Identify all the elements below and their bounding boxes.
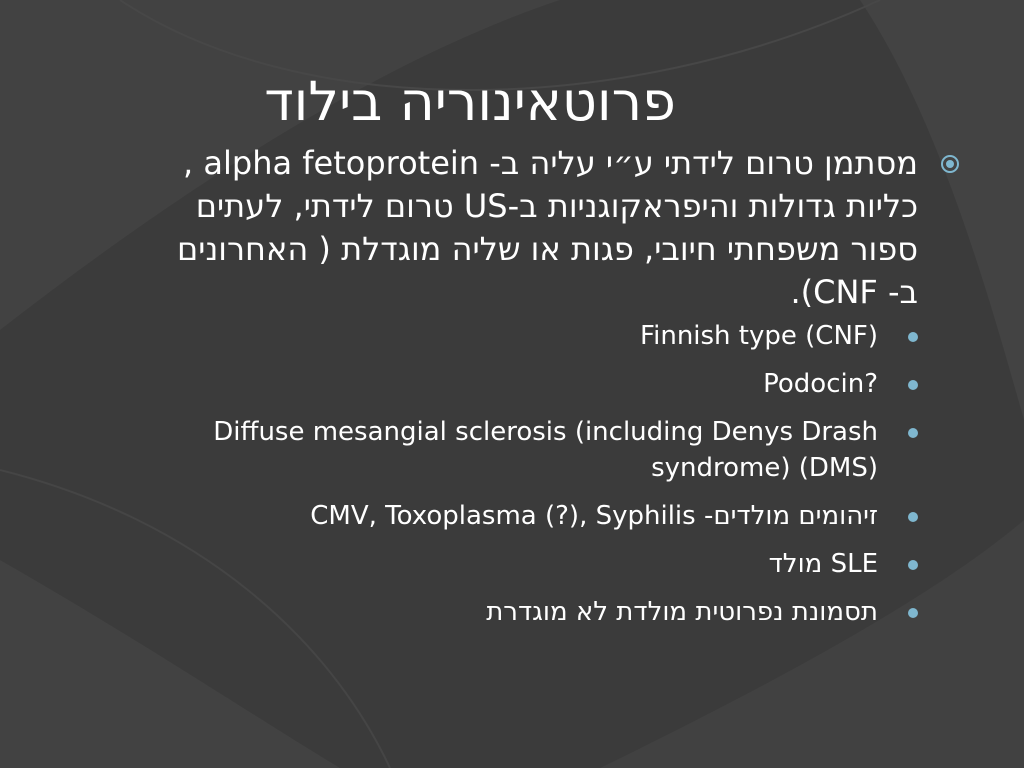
- slide-title: פרוטאינוריה בילוד: [264, 70, 676, 133]
- sub-bullet-text: זיהומים מולדים- CMV, Toxoplasma (?), Syphilis: [310, 501, 878, 531]
- sub-bullet-item: [160, 546, 970, 582]
- dot-bullet-icon: [908, 608, 918, 618]
- dot-bullet-icon: [908, 428, 918, 438]
- dot-bullet-icon: [908, 332, 918, 342]
- sub-bullet-text: Finnish type (CNF): [640, 321, 878, 351]
- sub-bullet-item: [160, 594, 970, 630]
- main-bullet-item: [160, 142, 970, 314]
- sub-bullet-item: [160, 498, 970, 534]
- content-area: [160, 142, 970, 752]
- sub-bullet-text: Diffuse mesangial sclerosis (including Denys Drash syndrome) (DMS): [213, 417, 878, 483]
- dot-bullet-icon: [908, 512, 918, 522]
- dot-bullet-icon: [908, 380, 918, 390]
- sub-bullet-list: [160, 318, 970, 630]
- sub-bullet-text: Podocin?: [763, 369, 878, 399]
- sub-bullet-text: תסמונת נפרוטית מולדת לא מוגדרת: [486, 597, 878, 627]
- sub-bullet-item: [160, 366, 970, 402]
- main-bullet-text: מסתמן טרום לידתי ע״י עליה ב- alpha fetoprotein , כליות גדולות והיפראקוגניות ב-US טרום לידתי, לעתים ספור משפחתי חיובי, פגות או שליה מוגדלת ( האחרונים ב- CNF).: [177, 144, 918, 311]
- dot-bullet-icon: [908, 560, 918, 570]
- circled-dot-icon: [940, 154, 960, 174]
- sub-bullet-text: SLE מולד: [768, 549, 878, 579]
- sub-bullet-item: [160, 414, 970, 486]
- sub-bullet-item: [160, 318, 970, 354]
